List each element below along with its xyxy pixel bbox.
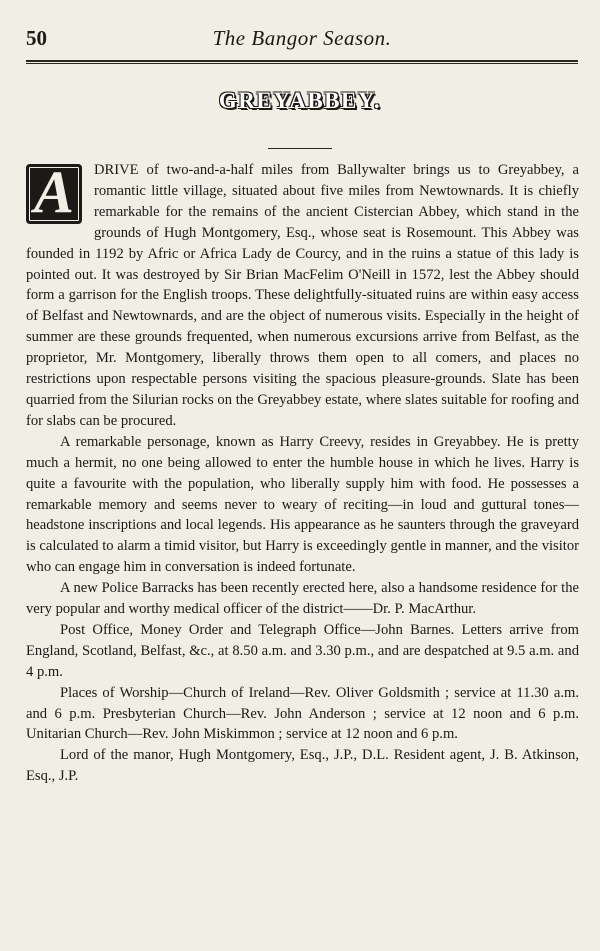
running-title: The Bangor Season. [212,26,392,50]
page-header [26,22,578,56]
paragraph-5: Places of Worship—Church of Ireland—Rev. Oliver Goldsmith ; service at 11.30 a.m. and 6 p.m. Presbyterian Church—Rev. John Anderson ; service at 12 noon and 6 p.m. Unitarian Church—Rev. John Miskimmon ; service at 12 noon and 6 p.m. [26,684,579,743]
drop-cap: A [26,164,82,224]
paragraph-text: DRIVE of two-and-a-half miles from Ballywalter brings us to Greyabbey, a romantic little village, situated about five miles from Newtownards. It is chiefly remarkable for the remains of the ancient Cistercian Abbey, which stand in the grounds of Hugh Montgomery, Esq., whose seat is Rosemount. This Abbey was founded in 1192 by Afric or Africa Lady de Courcy, and in the ruins a statue of this lady is pointed out. It was destroyed by Sir Brian MacFelim O'Neill in 1572, lest the Abbey should form a garrison for the English troops. These delightfully-situated ruins are within easy access of Belfast and Newtownards, and are the object of numerous visits. Especially in the height of summer are these grounds frequented, when numerous excursions arrive from Belfast, as the proprietor, Mr. Montgomery, liberally throws them open to all comers, and places no restrictions upon respectable persons visiting the spacious pleasure-grounds. Slate has been quarried from the Silurian rocks on the Greyabbey estate, where slates suitable for roofing and for slabs can be procured. [26,162,579,429]
title-rule [268,148,332,149]
article-body [26,160,579,787]
paragraph-1 [26,160,579,432]
header-rule [26,60,578,64]
paragraph-6: Lord of the manor, Hugh Montgomery, Esq., J.P., D.L. Resident agent, J. B. Atkinson, Esq., J.P. [26,747,579,785]
paragraph-3: A new Police Barracks has been recently erected here, also a handsome residence for the very popular and worthy medical officer of the district——Dr. P. MacArthur. [26,580,579,618]
page-number: 50 [26,26,47,50]
paragraph-2: A remarkable personage, known as Harry Creevy, resides in Greyabbey. He is pretty much a hermit, no one being allowed to enter the humble house in which he lives. Harry is quite a favourite with the population, who liberally supply him with food. He possesses a remarkable memory and seems never to weary of reciting—in loud and guttural tones—headstone inscriptions and local legends. His appearance as he saunters through the graveyard is calculated to alarm a timid visitor, but Harry is exceedingly gentle in manner, and the visitor who can engage him in conversation is indeed fortunate. [26,433,579,576]
article-title: GREYABBEY. [218,88,382,113]
paragraph-4: Post Office, Money Order and Telegraph Office—John Barnes. Letters arrive from England, Scotland, Belfast, &c., at 8.50 a.m. and 3.30 p.m., and are despatched at 9.5 a.m. and 4 p.m. [26,621,579,680]
